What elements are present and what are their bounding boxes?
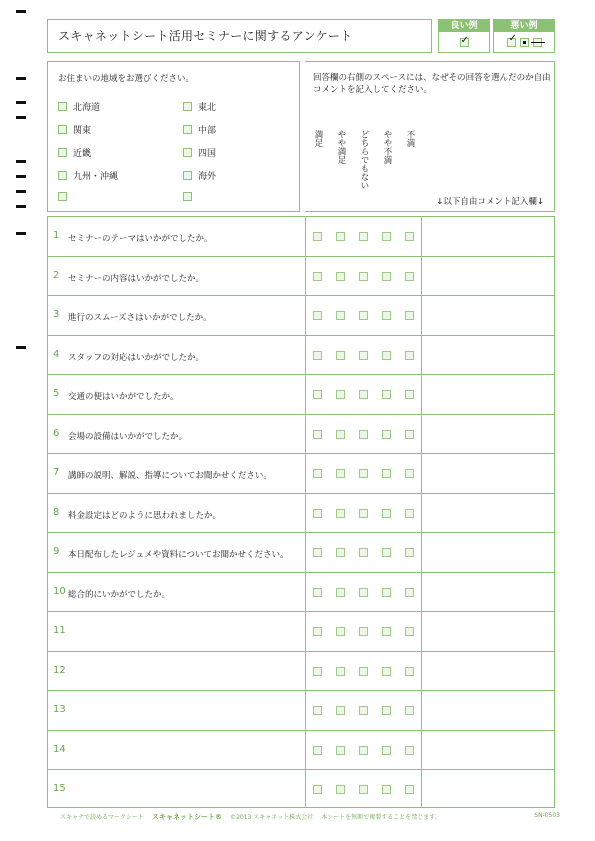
question-row: [48, 731, 554, 771]
bad-example-checkbox-line: [533, 38, 542, 47]
rating-checkbox[interactable]: [382, 746, 391, 755]
region-checkbox[interactable]: [183, 125, 192, 134]
rating-checkbox[interactable]: [359, 588, 368, 597]
check-icon: ✓: [508, 32, 517, 44]
timing-mark: [16, 205, 26, 208]
good-example-checkbox: [460, 34, 469, 47]
rating-checkbox[interactable]: [336, 351, 345, 360]
rating-checkbox[interactable]: [359, 627, 368, 636]
dot-icon: [523, 41, 526, 44]
comment-field[interactable]: [422, 770, 554, 810]
rating-checkbox[interactable]: [405, 390, 414, 399]
question-number: 9: [53, 546, 60, 557]
comment-field[interactable]: [422, 415, 554, 454]
region-section: [47, 61, 300, 212]
question-row: [48, 217, 554, 257]
rating-checkbox[interactable]: [313, 785, 322, 794]
question-table: [47, 216, 555, 808]
rating-checkbox[interactable]: [359, 390, 368, 399]
bad-example-label: 悪い例: [494, 20, 554, 32]
rating-checkbox[interactable]: [313, 272, 322, 281]
rating-checkbox[interactable]: [336, 272, 345, 281]
region-checkbox[interactable]: [183, 192, 192, 201]
region-checkbox[interactable]: [183, 171, 192, 180]
region-checkbox[interactable]: [183, 148, 192, 157]
timing-mark: [16, 77, 26, 80]
region-option[interactable]: [183, 100, 216, 113]
rating-checkbox[interactable]: [336, 785, 345, 794]
rating-checkbox[interactable]: [359, 548, 368, 557]
comment-field[interactable]: [422, 652, 554, 691]
rating-checkbox[interactable]: [359, 469, 368, 478]
question-number: 1: [53, 230, 60, 241]
rating-checkbox[interactable]: [382, 627, 391, 636]
rating-checkbox[interactable]: [359, 746, 368, 755]
question-number: 2: [53, 269, 60, 281]
region-checkbox[interactable]: [58, 171, 67, 180]
region-option[interactable]: [58, 123, 91, 136]
good-example: [438, 19, 490, 53]
rating-checkbox[interactable]: [313, 746, 322, 755]
question-text: 総合的にいかがでしたか。: [68, 589, 171, 600]
rating-checkbox[interactable]: [359, 785, 368, 794]
rating-checkbox[interactable]: [313, 588, 322, 597]
question-number: 6: [53, 427, 60, 439]
rating-checkbox[interactable]: [405, 232, 414, 241]
question-text: 料金設定はどのように思われましたか。: [68, 510, 222, 521]
question-row: [48, 454, 554, 494]
rating-checkbox[interactable]: [382, 469, 391, 478]
region-checkbox[interactable]: [58, 192, 67, 201]
rating-checkbox[interactable]: [336, 627, 345, 636]
rating-checkbox[interactable]: [382, 311, 391, 320]
rating-checkbox[interactable]: [359, 311, 368, 320]
rating-column-header: やや不満: [382, 130, 392, 164]
region-checkbox[interactable]: [183, 102, 192, 111]
rating-column-header: 不満: [405, 130, 415, 147]
region-option-label: 北海道: [73, 103, 101, 113]
rating-checkbox[interactable]: [313, 706, 322, 715]
region-option-label: 東北: [198, 103, 217, 113]
question-number: 5: [53, 388, 60, 399]
question-number: 10: [53, 585, 66, 597]
rating-checkbox[interactable]: [313, 311, 322, 320]
timing-mark: [16, 175, 26, 178]
rating-checkbox[interactable]: [382, 509, 391, 518]
question-row: [48, 533, 554, 573]
timing-mark: [16, 346, 26, 349]
rating-checkbox[interactable]: [405, 667, 414, 676]
rating-checkbox[interactable]: [313, 390, 322, 399]
rating-checkbox[interactable]: [405, 430, 414, 439]
bad-example-checkbox-check: [507, 32, 517, 47]
question-row: [48, 415, 554, 455]
rating-column-header: どちらでもない: [359, 130, 369, 190]
question-text: セミナーの内容はいかがでしたか。: [68, 273, 205, 284]
question-number: 3: [53, 309, 60, 320]
question-text: セミナーのテーマはいかがでしたか。: [68, 234, 213, 244]
rating-checkbox[interactable]: [405, 588, 414, 597]
rating-checkbox[interactable]: [313, 351, 322, 360]
bad-example: [493, 19, 555, 53]
question-row: [48, 494, 554, 534]
region-option[interactable]: [183, 169, 216, 182]
rating-checkbox[interactable]: [336, 548, 345, 557]
question-text: 交通の便はいかがでしたか。: [68, 392, 179, 402]
footer-brand: スキャネットシート®: [152, 813, 223, 821]
rating-checkbox[interactable]: [359, 272, 368, 281]
region-option[interactable]: [58, 146, 91, 159]
question-row: [48, 336, 554, 376]
bad-example-checkbox-dot: [520, 38, 529, 47]
rating-checkbox[interactable]: [359, 706, 368, 715]
question-row: [48, 770, 554, 810]
rating-checkbox[interactable]: [336, 588, 345, 597]
rating-checkbox[interactable]: [382, 272, 391, 281]
question-text: 講師の説明、解説、指導についてお聞かせください。: [68, 471, 272, 481]
rating-checkbox[interactable]: [382, 351, 391, 360]
footer-copyright: ©2013 スキャネット株式会社: [230, 814, 314, 821]
rating-column-header: やや満足: [336, 130, 346, 164]
question-text: 本日配布したレジュメや資料についてお聞かせください。: [68, 550, 289, 560]
rating-checkbox[interactable]: [336, 746, 345, 755]
rating-checkbox[interactable]: [313, 430, 322, 439]
rating-checkbox[interactable]: [405, 509, 414, 518]
region-option-label: 四国: [198, 149, 217, 159]
region-checkbox[interactable]: [58, 125, 67, 134]
comment-field[interactable]: [422, 573, 554, 612]
rating-checkbox[interactable]: [382, 588, 391, 597]
comment-field[interactable]: [422, 257, 554, 296]
rating-checkbox[interactable]: [382, 430, 391, 439]
rating-checkbox[interactable]: [313, 232, 322, 241]
rating-checkbox[interactable]: [336, 430, 345, 439]
rating-checkbox[interactable]: [382, 548, 391, 557]
rating-checkbox[interactable]: [313, 469, 322, 478]
footer-left: スキャナで読めるマークシート: [60, 814, 145, 821]
rating-checkbox[interactable]: [313, 627, 322, 636]
rating-checkbox[interactable]: [405, 746, 414, 755]
region-option[interactable]: [183, 123, 216, 136]
question-text: 進行のスムーズさはいかがでしたか。: [68, 313, 212, 323]
question-row: [48, 612, 554, 652]
rating-checkbox[interactable]: [382, 706, 391, 715]
question-number: 11: [53, 625, 66, 636]
free-comment-label: ↓以下自由コメント記入欄↓: [436, 197, 544, 207]
rating-checkbox[interactable]: [405, 785, 414, 794]
comment-field[interactable]: [422, 494, 554, 533]
rating-checkbox[interactable]: [382, 232, 391, 241]
rating-column-header: 満足: [313, 130, 323, 147]
comment-field[interactable]: [422, 336, 554, 375]
region-option[interactable]: [183, 192, 198, 201]
rating-checkbox[interactable]: [359, 667, 368, 676]
timing-mark: [16, 160, 26, 163]
comment-field[interactable]: [422, 375, 554, 414]
region-option[interactable]: [58, 100, 100, 113]
comment-field[interactable]: [422, 691, 554, 730]
question-number: 8: [53, 506, 60, 518]
question-text: 会場の設備はいかがでしたか。: [68, 431, 188, 442]
rating-checkbox[interactable]: [313, 667, 322, 676]
rating-checkbox[interactable]: [359, 232, 368, 241]
timing-mark: [16, 116, 26, 119]
rating-checkbox[interactable]: [336, 667, 345, 676]
footer-code: SN-0503: [534, 812, 560, 819]
region-heading: お住まいの地域をお選びください。: [58, 74, 195, 84]
comment-field[interactable]: [422, 296, 554, 335]
rating-checkbox[interactable]: [313, 548, 322, 557]
question-number: 4: [53, 348, 60, 360]
region-option[interactable]: [58, 192, 73, 201]
question-number: 7: [53, 467, 60, 478]
rating-checkbox[interactable]: [313, 509, 322, 518]
rating-checkbox[interactable]: [336, 232, 345, 241]
good-example-label: 良い例: [439, 20, 489, 32]
rating-checkbox[interactable]: [336, 509, 345, 518]
rating-checkbox[interactable]: [336, 390, 345, 399]
question-text: スタッフの対応はいかがでしたか。: [68, 352, 205, 363]
rating-checkbox[interactable]: [382, 390, 391, 399]
rating-checkbox[interactable]: [336, 706, 345, 715]
timing-mark: [16, 10, 26, 13]
rating-checkbox[interactable]: [359, 430, 368, 439]
comment-field[interactable]: [422, 533, 554, 572]
question-row: [48, 691, 554, 731]
check-icon: ✓: [460, 34, 469, 46]
comment-field[interactable]: [422, 217, 554, 256]
instructions-section: [305, 61, 555, 212]
region-option[interactable]: [183, 146, 216, 159]
rating-checkbox[interactable]: [382, 785, 391, 794]
question-row: [48, 652, 554, 692]
footer-notice: 本シートを無断で複製することを禁じます。: [321, 814, 441, 821]
region-option-label: 九州・沖縄: [73, 172, 119, 182]
timing-mark: [16, 232, 26, 235]
comment-field[interactable]: [422, 731, 554, 770]
region-option-label: 中部: [198, 126, 217, 136]
comment-field[interactable]: [422, 454, 554, 493]
comment-field[interactable]: [422, 612, 554, 651]
question-number: 13: [53, 704, 66, 715]
rating-checkbox[interactable]: [336, 311, 345, 320]
rating-checkbox[interactable]: [359, 351, 368, 360]
rating-checkbox[interactable]: [405, 311, 414, 320]
question-row: [48, 573, 554, 613]
rating-checkbox[interactable]: [405, 351, 414, 360]
timing-mark: [16, 190, 26, 193]
rating-checkbox[interactable]: [382, 667, 391, 676]
rating-checkbox[interactable]: [405, 706, 414, 715]
question-number: 12: [53, 664, 66, 676]
rating-checkbox[interactable]: [405, 469, 414, 478]
region-checkbox[interactable]: [58, 148, 67, 157]
region-checkbox[interactable]: [58, 102, 67, 111]
timing-mark: [16, 101, 26, 104]
question-row: [48, 375, 554, 415]
region-option-label: 関東: [73, 126, 92, 136]
question-number: 15: [53, 783, 66, 794]
question-row: [48, 257, 554, 297]
rating-checkbox[interactable]: [405, 272, 414, 281]
title-box: [47, 19, 432, 53]
rating-checkbox[interactable]: [359, 509, 368, 518]
question-number: 14: [53, 743, 66, 755]
line-icon: [531, 42, 545, 43]
region-option-label: 海外: [198, 172, 217, 182]
region-option-label: 近畿: [73, 149, 92, 159]
rating-checkbox[interactable]: [336, 469, 345, 478]
page-title: スキャネットシート活用セミナーに関するアンケート: [58, 29, 353, 43]
region-option[interactable]: [58, 169, 118, 182]
instructions-text: 回答欄の右側のスペースには、なぜその回答を選んだのか自由コメントを記入してください。: [313, 73, 551, 95]
question-row: [48, 296, 554, 336]
rating-checkbox[interactable]: [405, 548, 414, 557]
rating-checkbox[interactable]: [405, 627, 414, 636]
footer: [60, 812, 560, 822]
